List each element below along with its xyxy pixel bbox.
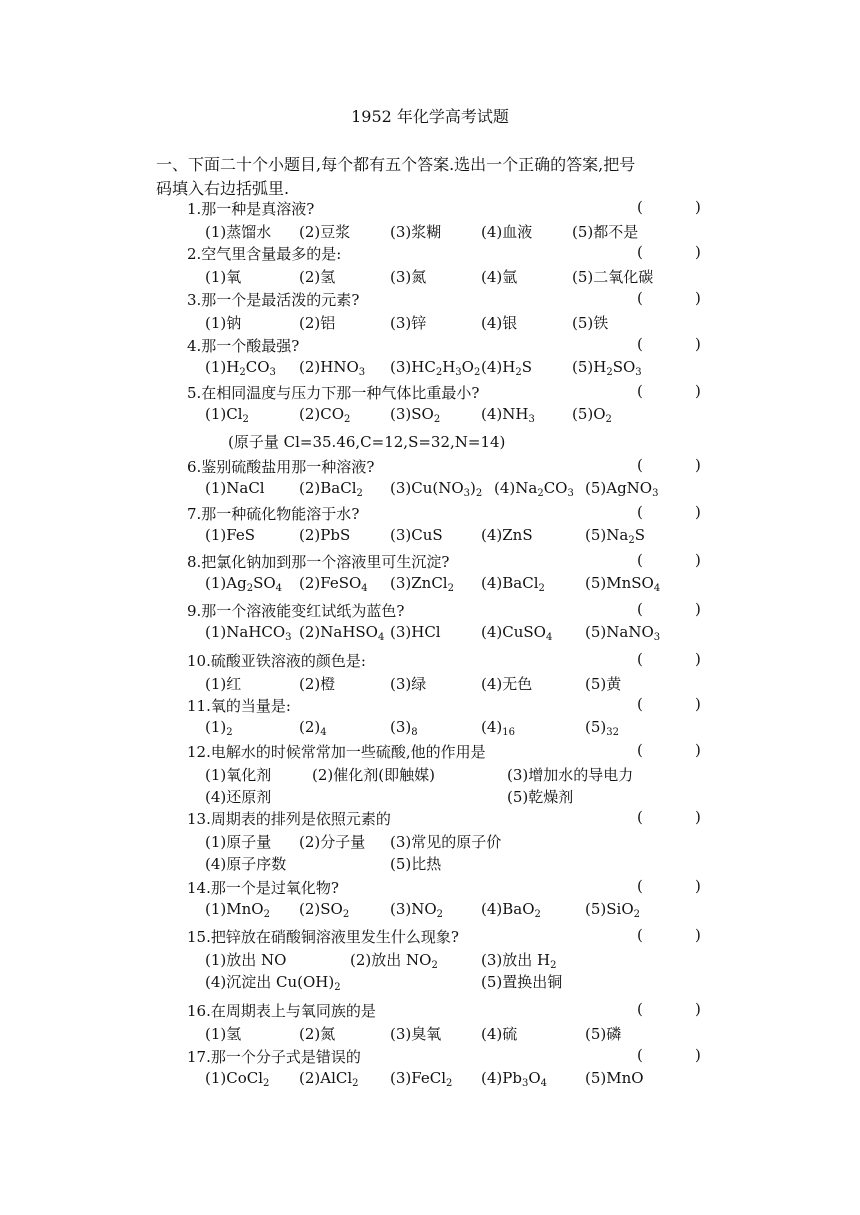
answer-option: $(2)CO_2$ bbox=[299, 405, 351, 425]
answer-blank-open[interactable]: ( bbox=[637, 926, 643, 944]
answer-blank-close[interactable]: ) bbox=[695, 600, 701, 618]
answer-blank-open[interactable]: ( bbox=[637, 600, 643, 618]
answer-option: (1)原子量 bbox=[205, 833, 272, 851]
answer-option: (4)原子序数 bbox=[205, 855, 287, 873]
answer-option: (5)二氧化碳 bbox=[572, 268, 654, 286]
question-stem: 15.把锌放在硝酸铜溶液里发生什么现象? bbox=[187, 928, 459, 946]
answer-option: (4)BaO$_2$ bbox=[481, 900, 541, 920]
answer-option: $(3)NO_2$ bbox=[390, 900, 444, 920]
answer-option: (4)还原剂 bbox=[205, 788, 272, 806]
answer-option: $(4)_{16}$ bbox=[481, 718, 515, 738]
answer-blank-open[interactable]: ( bbox=[637, 382, 643, 400]
instructions-line-1: 一、下面二十个小题目,每个都有五个答案.选出一个正确的答案,把号 bbox=[156, 155, 636, 174]
answer-option: $(3)SO_2$ bbox=[390, 405, 441, 425]
question-stem: 10.硫酸亚铁溶液的颜色是: bbox=[187, 652, 366, 670]
answer-option: (4)CuSO$_4$ bbox=[481, 623, 553, 643]
answer-option: $(5)Na_2S$ bbox=[585, 526, 645, 546]
answer-blank-close[interactable]: ) bbox=[695, 551, 701, 569]
answer-option: (2)AlCl$_2$ bbox=[299, 1069, 359, 1089]
answer-option: (3)氮 bbox=[390, 268, 427, 286]
answer-option: $(3)_8$ bbox=[390, 718, 418, 738]
answer-option: (3)常见的原子价 bbox=[390, 833, 502, 851]
answer-blank-close[interactable]: ) bbox=[695, 695, 701, 713]
answer-blank-open[interactable]: ( bbox=[637, 243, 643, 261]
question-stem: 11.氧的当量是: bbox=[187, 697, 291, 715]
answer-blank-open[interactable]: ( bbox=[637, 289, 643, 307]
answer-blank-close[interactable]: ) bbox=[695, 382, 701, 400]
answer-option: (1)钠 bbox=[205, 314, 242, 332]
answer-option: (2)PbS bbox=[299, 526, 351, 544]
question-stem: 7.那一种硫化物能溶于水? bbox=[187, 505, 360, 523]
answer-option: (5)NaNO$_3$ bbox=[585, 623, 661, 643]
question-stem: 13.周期表的排列是依照元素的 bbox=[187, 810, 391, 828]
answer-option: (5)MnSO$_4$ bbox=[585, 574, 661, 594]
answer-option: (3)绿 bbox=[390, 675, 427, 693]
answer-blank-open[interactable]: ( bbox=[637, 808, 643, 826]
answer-option: (5)乾燥剂 bbox=[507, 788, 574, 806]
answer-blank-close[interactable]: ) bbox=[695, 808, 701, 826]
answer-blank-open[interactable]: ( bbox=[637, 1046, 643, 1064]
answer-option: (1)氧 bbox=[205, 268, 242, 286]
answer-option: $(4)Pb_3O_4$ bbox=[481, 1069, 548, 1089]
instructions-line-2: 码填入右边括弧里. bbox=[156, 179, 290, 198]
answer-option: $(5)_{32}$ bbox=[585, 718, 619, 738]
answer-blank-close[interactable]: ) bbox=[695, 243, 701, 261]
answer-option: (5)比热 bbox=[390, 855, 442, 873]
answer-blank-open[interactable]: ( bbox=[637, 650, 643, 668]
answer-option: $(1)Cl_2$ bbox=[205, 405, 249, 425]
question-stem: 2.空气里含量最多的是: bbox=[187, 245, 342, 263]
answer-blank-open[interactable]: ( bbox=[637, 198, 643, 216]
answer-blank-open[interactable]: ( bbox=[637, 695, 643, 713]
answer-option: (3)HCl bbox=[390, 623, 441, 641]
answer-option: $(5)H_2SO_3$ bbox=[572, 358, 642, 378]
question-stem: 1.那一种是真溶液? bbox=[187, 200, 315, 218]
question-stem: 14.那一个是过氧化物? bbox=[187, 879, 339, 897]
answer-blank-open[interactable]: ( bbox=[637, 551, 643, 569]
answer-option: (2)NaHSO$_4$ bbox=[299, 623, 385, 643]
answer-option: (5)AgNO$_3$ bbox=[585, 479, 659, 499]
answer-option: (3)ZnCl$_2$ bbox=[390, 574, 454, 594]
answer-option: (4)无色 bbox=[481, 675, 533, 693]
atomic-weight-note: (原子量 Cl=35.46,C=12,S=32,N=14) bbox=[228, 433, 506, 451]
answer-blank-close[interactable]: ) bbox=[695, 289, 701, 307]
answer-blank-close[interactable]: ) bbox=[695, 335, 701, 353]
page-title: 1952 年化学高考试题 bbox=[351, 107, 509, 126]
answer-blank-close[interactable]: ) bbox=[695, 650, 701, 668]
question-stem: 3.那一个是最活泼的元素? bbox=[187, 291, 360, 309]
answer-option: (2)氢 bbox=[299, 268, 336, 286]
answer-option: (5)磷 bbox=[585, 1025, 622, 1043]
answer-option: $(4)NH_3$ bbox=[481, 405, 535, 425]
answer-option: (2)豆浆 bbox=[299, 223, 351, 241]
answer-option: (1)NaCl bbox=[205, 479, 265, 497]
answer-option: (5)铁 bbox=[572, 314, 609, 332]
answer-blank-close[interactable]: ) bbox=[695, 1000, 701, 1018]
answer-option: (2)橙 bbox=[299, 675, 336, 693]
answer-option: $(1)Ag_2SO_4$ bbox=[205, 574, 283, 594]
answer-option: (1)放出 NO bbox=[205, 951, 287, 969]
answer-blank-open[interactable]: ( bbox=[637, 503, 643, 521]
answer-blank-close[interactable]: ) bbox=[695, 456, 701, 474]
answer-option: $(4)H_2S$ bbox=[481, 358, 532, 378]
answer-option: (5)SiO$_2$ bbox=[585, 900, 640, 920]
answer-blank-open[interactable]: ( bbox=[637, 1000, 643, 1018]
answer-option: (4)银 bbox=[481, 314, 518, 332]
answer-option: (4)ZnS bbox=[481, 526, 533, 544]
answer-blank-open[interactable]: ( bbox=[637, 456, 643, 474]
answer-blank-close[interactable]: ) bbox=[695, 877, 701, 895]
answer-option: $(2)_4$ bbox=[299, 718, 327, 738]
answer-option: (3)锌 bbox=[390, 314, 427, 332]
answer-option: (3)增加水的导电力 bbox=[507, 766, 634, 784]
answer-option: $(3)HC_2H_3O_2$ bbox=[390, 358, 481, 378]
answer-option: (4)血液 bbox=[481, 223, 533, 241]
answer-blank-close[interactable]: ) bbox=[695, 926, 701, 944]
answer-option: (4)氩 bbox=[481, 268, 518, 286]
answer-option: (3)浆糊 bbox=[390, 223, 442, 241]
answer-option: (1)氧化剂 bbox=[205, 766, 272, 784]
question-stem: 16.在周期表上与氧同族的是 bbox=[187, 1002, 376, 1020]
answer-option: $(4)Na_2CO_3$ bbox=[494, 479, 574, 499]
answer-option: (2)催化剂(即触媒) bbox=[312, 766, 435, 784]
answer-option: (3)放出 $H_2$ bbox=[481, 951, 557, 971]
answer-blank-close[interactable]: ) bbox=[695, 741, 701, 759]
answer-option: (4)沉淀出 $Cu(OH)_2$ bbox=[205, 973, 341, 993]
answer-blank-close[interactable]: ) bbox=[695, 503, 701, 521]
answer-option: (4)BaCl$_2$ bbox=[481, 574, 545, 594]
question-stem: 6.鉴别硫酸盐用那一种溶液? bbox=[187, 458, 375, 476]
answer-blank-close[interactable]: ) bbox=[695, 198, 701, 216]
answer-option: (5)黄 bbox=[585, 675, 622, 693]
answer-option: (3)臭氧 bbox=[390, 1025, 442, 1043]
answer-option: (5)都不是 bbox=[572, 223, 639, 241]
question-stem: 9.那一个溶液能变红试纸为蓝色? bbox=[187, 602, 405, 620]
answer-option: $(1)H_2CO_3$ bbox=[205, 358, 276, 378]
answer-option: $(2)SO_2$ bbox=[299, 900, 350, 920]
answer-option: $(3)Cu(NO_3)_2$ bbox=[390, 479, 483, 499]
question-stem: 12.电解水的时候常常加一些硫酸,他的作用是 bbox=[187, 743, 486, 761]
answer-option: (2)BaCl$_2$ bbox=[299, 479, 363, 499]
answer-option: (3)CuS bbox=[390, 526, 443, 544]
answer-blank-open[interactable]: ( bbox=[637, 335, 643, 353]
answer-option: (1)MnO$_2$ bbox=[205, 900, 270, 920]
question-stem: 4.那一个酸最强? bbox=[187, 337, 300, 355]
answer-option: (2)FeSO$_4$ bbox=[299, 574, 368, 594]
answer-option: (1)FeS bbox=[205, 526, 255, 544]
answer-option: (1)CoCl$_2$ bbox=[205, 1069, 270, 1089]
question-stem: 5.在相同温度与压力下那一种气体比重最小? bbox=[187, 384, 480, 402]
answer-option: $(5)O_2$ bbox=[572, 405, 612, 425]
answer-option: (1)蒸馏水 bbox=[205, 223, 272, 241]
question-stem: 8.把氯化钠加到那一个溶液里可生沉淀? bbox=[187, 553, 450, 571]
answer-option: (2)分子量 bbox=[299, 833, 366, 851]
answer-option: (1)氢 bbox=[205, 1025, 242, 1043]
answer-option: (2)放出 $NO_2$ bbox=[350, 951, 438, 971]
answer-option: (1)NaHCO$_3$ bbox=[205, 623, 292, 643]
answer-option: (2)铝 bbox=[299, 314, 336, 332]
answer-option: (2)氮 bbox=[299, 1025, 336, 1043]
answer-blank-open[interactable]: ( bbox=[637, 741, 643, 759]
answer-option: (4)硫 bbox=[481, 1025, 518, 1043]
answer-blank-close[interactable]: ) bbox=[695, 1046, 701, 1064]
answer-option: $(1)_2$ bbox=[205, 718, 233, 738]
question-stem: 17.那一个分子式是错误的 bbox=[187, 1048, 361, 1066]
answer-option: $(2)HNO_3$ bbox=[299, 358, 366, 378]
answer-blank-open[interactable]: ( bbox=[637, 877, 643, 895]
answer-option: (5)置换出铜 bbox=[481, 973, 563, 991]
answer-option: (1)红 bbox=[205, 675, 242, 693]
answer-option: (3)FeCl$_2$ bbox=[390, 1069, 453, 1089]
answer-option: (5)MnO bbox=[585, 1069, 644, 1087]
